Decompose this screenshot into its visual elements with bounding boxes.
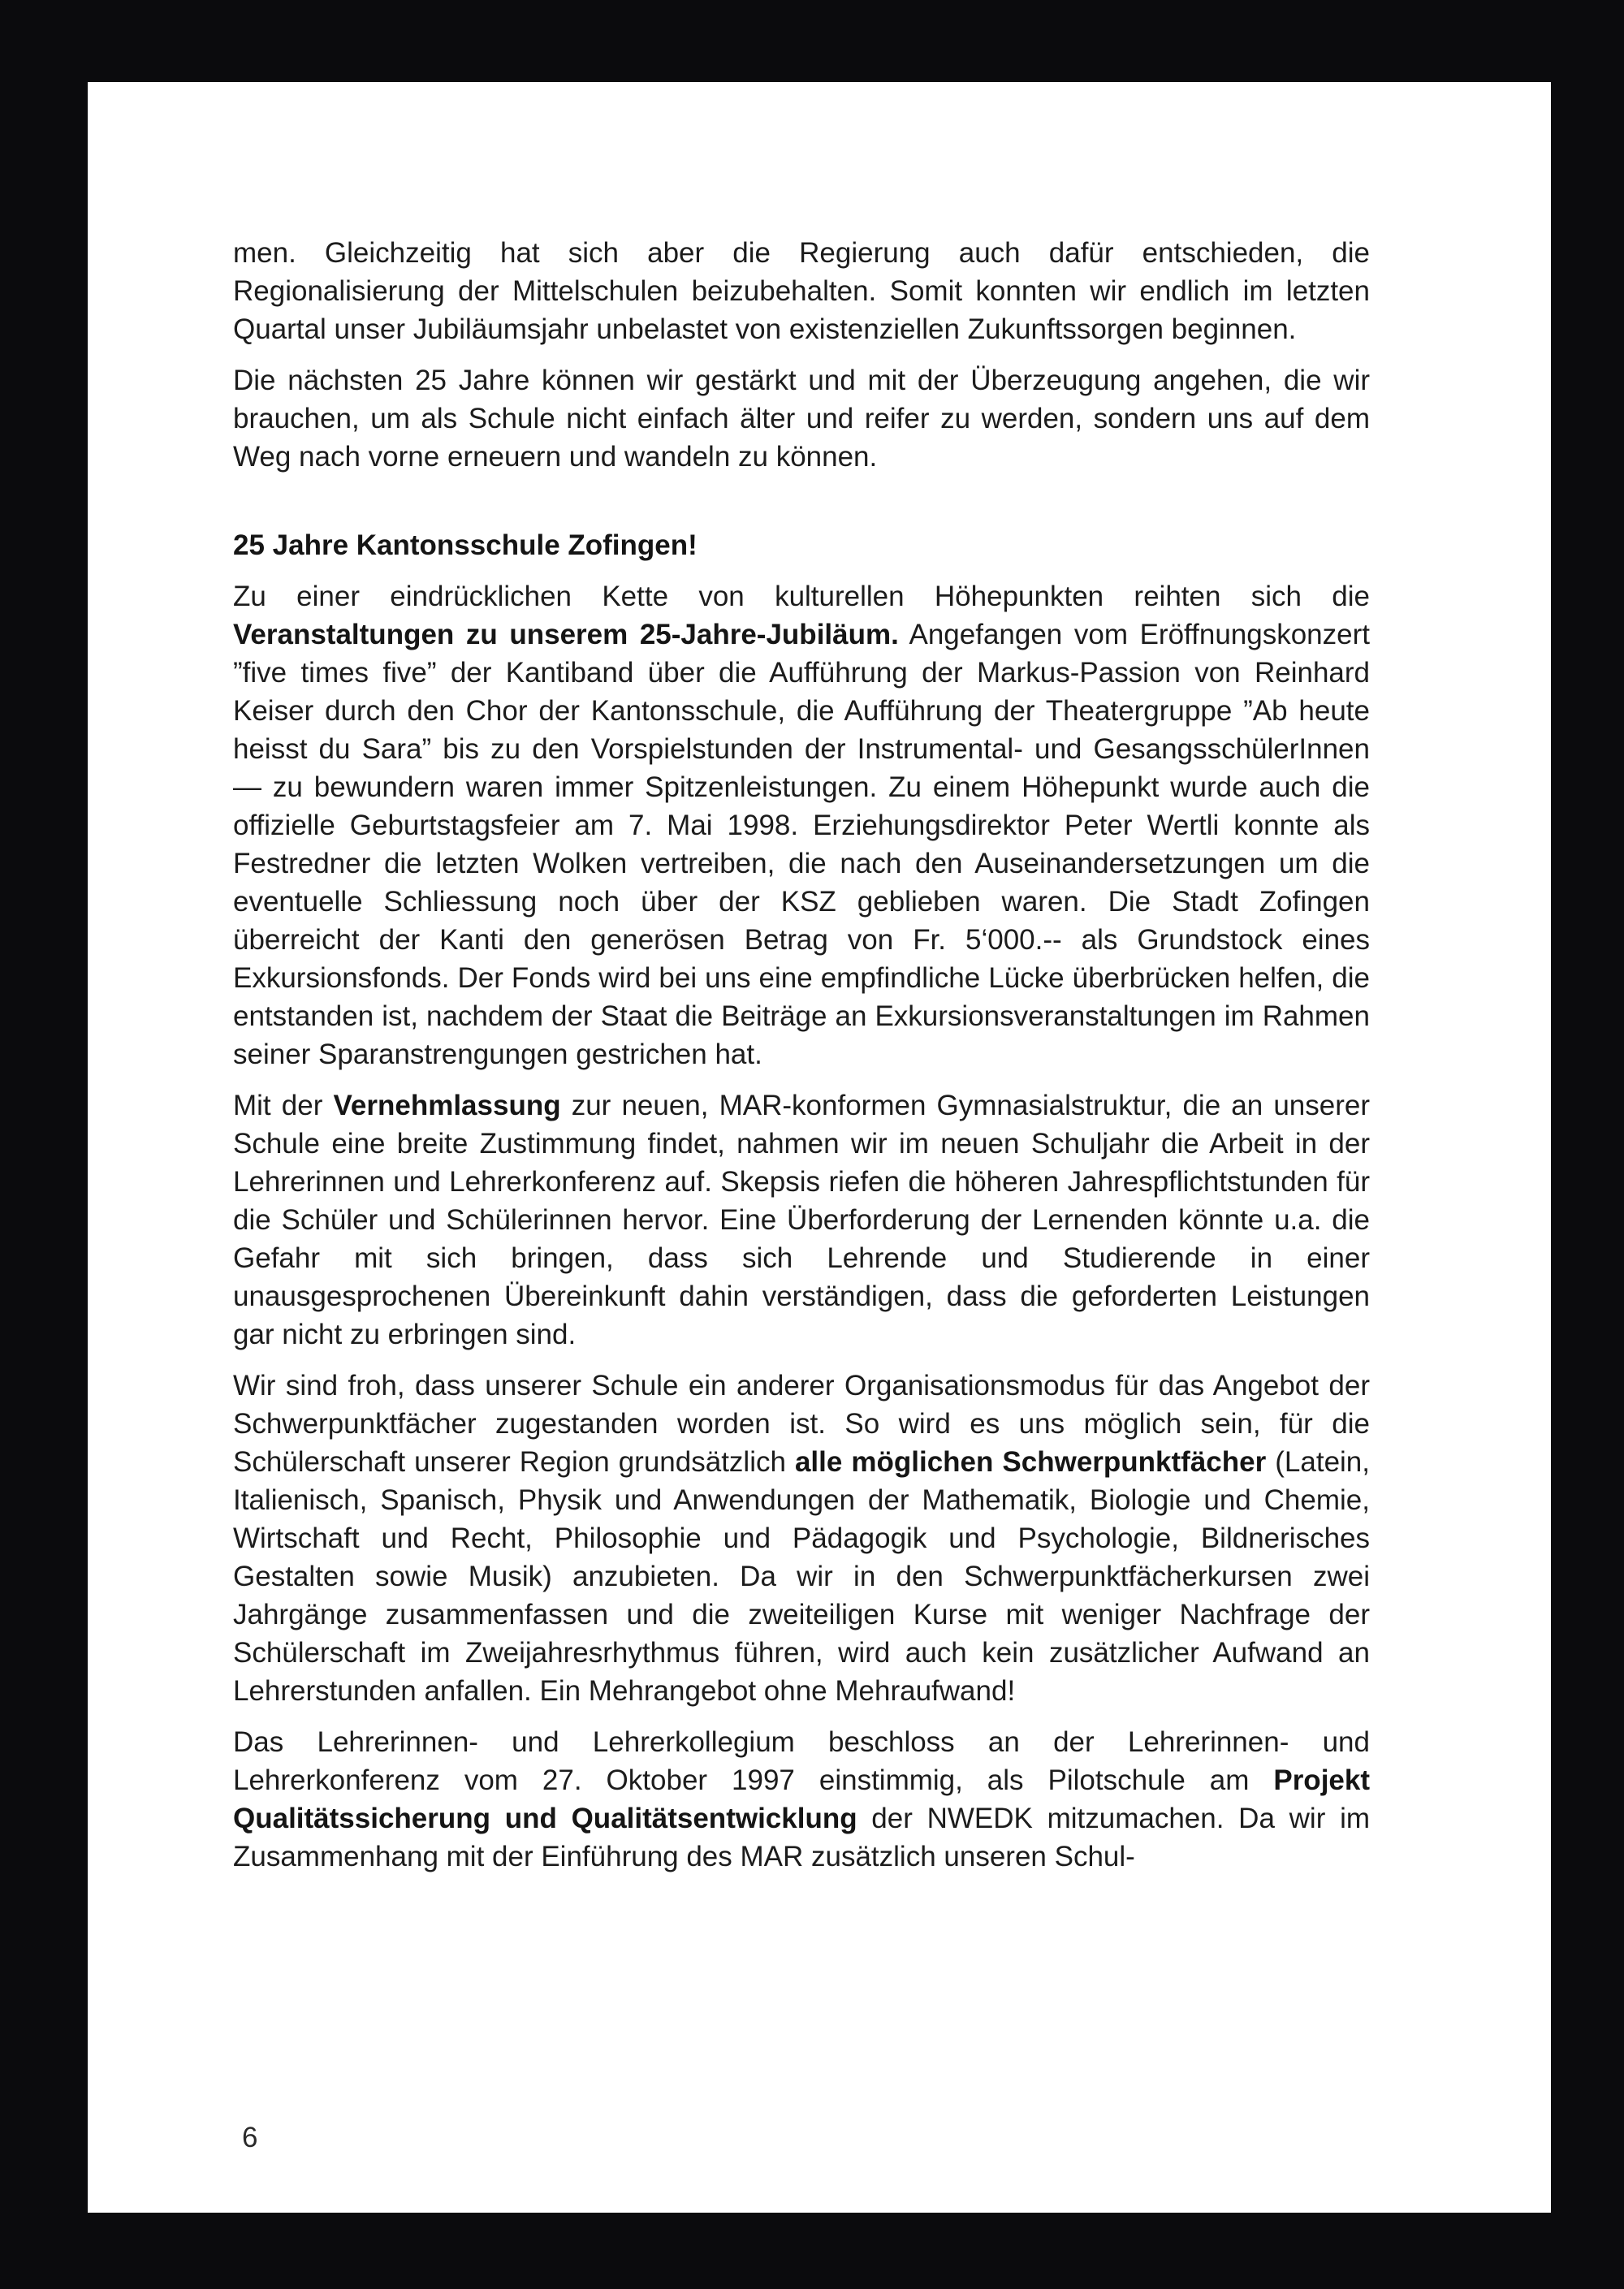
- paragraph-text: men. Gleichzeitig hat sich aber die Regierung auch dafür entschieden, die Regionalisierung der Mittelschulen beizubehalten. Somit konnten wir endlich im letzten Quartal unser Jubiläumsjahr unbelastet von existenziellen Zukunftssorgen beginnen.: [233, 237, 1370, 345]
- page-body: [233, 234, 1370, 1889]
- bold-phrase: Vernehmlassung: [333, 1090, 561, 1121]
- bold-phrase: alle möglichen Schwerpunktfächer: [794, 1446, 1267, 1478]
- paragraph-text: Angefangen vom Eröffnungskonzert ”five times five” der Kantiband über die Aufführung der Markus-Passion von Reinhard Keiser durch den Chor der Kantonsschule, die Aufführung der Theatergruppe ”Ab heute heisst du Sara” bis zu den Vorspielstunden der Instrumental- und GesangsschülerInnen — zu bewundern waren immer Spitzenleistungen. Zu einem Höhepunkt wurde auch die offizielle Geburtstagsfeier am 7. Mai 1998. Erziehungsdirektor Peter Wertli konnte als Festredner die letzten Wolken vertreiben, die nach den Auseinandersetzungen um die eventuelle Schliessung noch über der KSZ geblieben waren. Die Stadt Zofingen überreicht der Kanti den generösen Betrag von Fr. 5‘000.-- als Grundstock eines Exkursionsfonds. Der Fonds wird bei uns eine empfindliche Lücke überbrücken helfen, die entstanden ist, nachdem der Staat die Beiträge an Exkursionsveranstaltungen im Rahmen seiner Sparanstrengungen gestrichen hat.: [233, 619, 1370, 1070]
- paragraph-text: Mit der: [233, 1090, 334, 1121]
- section-heading: 25 Jahre Kantonsschule Zofingen!: [233, 529, 698, 561]
- paragraph-text: Das Lehrerinnen- und Lehrerkollegium beschloss an der Lehrerinnen- und Lehrerkonferenz vom 27. Oktober 1997 einstimmig, als Pilotschule am: [233, 1726, 1370, 1796]
- bold-phrase: Projekt Qualitätssicherung und Qualitätsentwicklung: [233, 1764, 1370, 1834]
- bold-phrase: Veranstaltungen zu unserem 25-Jahre-Jubiläum.: [233, 619, 899, 650]
- paragraph-text: Zu einer eindrücklichen Kette von kulturellen Höhepunkten reihten sich die: [233, 581, 1370, 612]
- paragraph-text: (Latein, Italienisch, Spanisch, Physik und Anwendungen der Mathematik, Biologie und Chemie, Wirtschaft und Recht, Philosophie und Pädagogik und Psychologie, Bildnerisches Gestalten sowie Musik) anzubieten. Da wir in den Schwerpunktfächerkursen zwei Jahrgänge zusammenfassen und die zweiteiligen Kurse mit weniger Nachfrage der Schülerschaft im Zweijahresrhythmus führen, wird auch kein zusätzlicher Aufwand an Lehrerstunden anfallen. Ein Mehrangebot ohne Mehraufwand!: [233, 1446, 1371, 1707]
- paragraph-6: [233, 1723, 1370, 1876]
- paragraph-text: zur neuen, MAR-konformen Gymnasialstruktur, die an unserer Schule eine breite Zustimmung findet, nahmen wir im neuen Schuljahr die Arbeit in der Lehrerinnen und Lehrerkonferenz auf. Skepsis riefen die höheren Jahrespflichtstunden für die Schüler und Schülerinnen hervor. Eine Überforderung der Lernenden könnte u.a. die Gefahr mit sich bringen, dass sich Lehrende und Studierende in einer unausgesprochenen Übereinkunft dahin verständigen, dass die geforderten Leistungen gar nicht zu erbringen sind.: [233, 1090, 1370, 1350]
- paragraph-1: [233, 234, 1370, 348]
- document-page: [88, 82, 1551, 2213]
- paragraph-text: der NWEDK mitzumachen. Da wir im Zusammenhang mit der Einführung des MAR zusätzlich unseren Schul-: [233, 1803, 1370, 1872]
- paragraph-text: Die nächsten 25 Jahre können wir gestärkt und mit der Überzeugung angehen, die wir brauchen, um als Schule nicht einfach älter und reifer zu werden, sondern uns auf dem Weg nach vorne erneuern und wandeln zu können.: [233, 365, 1370, 473]
- paragraph-4: [233, 1086, 1370, 1354]
- page-number: 6: [242, 2122, 258, 2153]
- paragraph-5: [233, 1367, 1370, 1710]
- paragraph-2: [233, 361, 1370, 476]
- paragraph-text: Wir sind froh, dass unserer Schule ein anderer Organisationsmodus für das Angebot der Schwerpunktfächer zugestanden worden ist. So wird es uns möglich sein, für die Schülerschaft unserer Region grundsätzlich: [233, 1370, 1370, 1478]
- paragraph-3: [233, 577, 1370, 1073]
